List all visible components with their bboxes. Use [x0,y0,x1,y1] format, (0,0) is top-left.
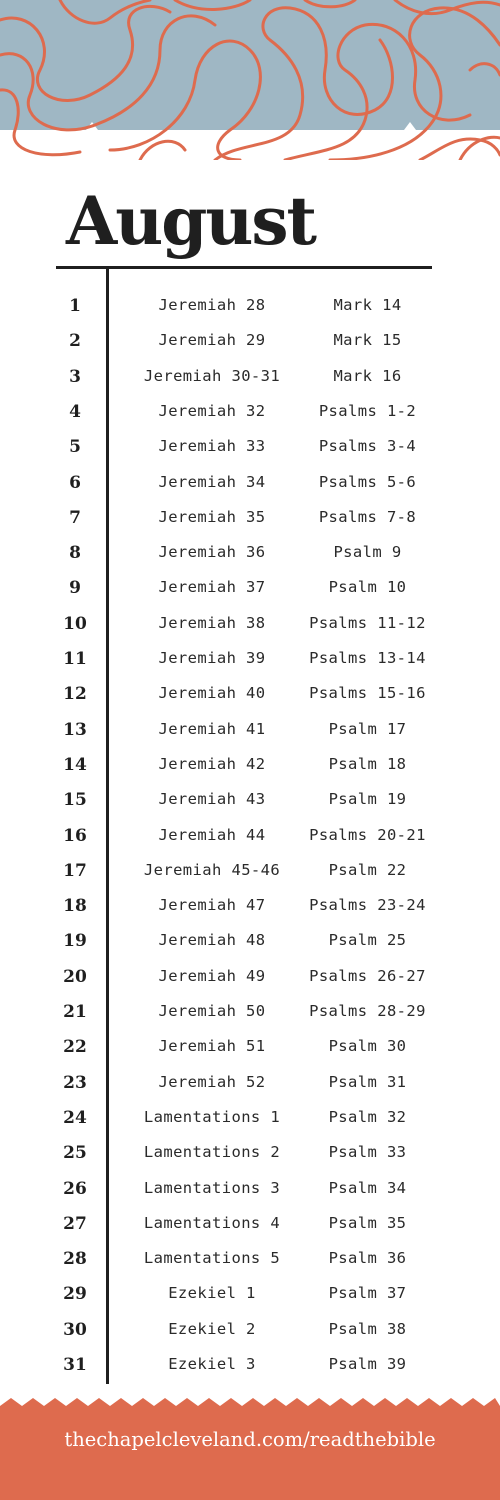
day-number: 26 [63,1178,87,1199]
reading-old-testament: Ezekiel 3 [168,1355,256,1373]
reading-new-testament: Psalm 30 [328,1037,407,1056]
list-item [0,747,500,782]
list-item [0,288,500,323]
day-number: 21 [63,1002,87,1022]
list-item [0,1206,500,1241]
reading-old-testament: Jeremiah 44 [158,825,266,844]
day-number: 23 [63,1072,87,1093]
list-item [0,641,500,676]
day-number: 13 [63,719,87,740]
reading-new-testament: Psalm 35 [328,1213,407,1232]
day-number: 24 [63,1107,87,1128]
reading-new-testament: Psalm 39 [328,1355,407,1373]
reading-old-testament: Jeremiah 52 [158,1072,266,1091]
day-number: 9 [69,578,81,599]
reading-old-testament: Jeremiah 49 [158,966,266,985]
reading-old-testament: Jeremiah 38 [158,613,266,632]
reading-new-testament: Psalm 25 [328,931,407,950]
reading-new-testament: Psalms 20-21 [309,825,426,844]
list-item [0,1171,500,1206]
list-item [0,712,500,747]
day-number: 18 [63,896,87,917]
reading-new-testament: Psalm 32 [328,1107,407,1126]
day-number: 25 [63,1143,87,1164]
reading-old-testament: Lamentations 2 [143,1143,281,1162]
reading-new-testament: Psalm 31 [328,1072,407,1091]
reading-old-testament: Jeremiah 39 [158,649,266,667]
list-item [0,323,500,358]
day-number: 5 [69,437,81,458]
day-number: 29 [63,1284,87,1305]
reading-new-testament: Psalms 1-2 [318,401,417,420]
footer-url-link[interactable]: thechapelcleveland.com/readthebible [64,1428,436,1451]
list-item [0,1312,500,1347]
day-number: 10 [63,613,87,634]
topographic-banner [0,0,500,160]
reading-new-testament: Psalms 3-4 [318,437,417,456]
reading-old-testament: Jeremiah 42 [158,754,266,773]
reading-new-testament: Psalm 22 [328,860,407,879]
reading-new-testament: Psalm 36 [328,1249,407,1268]
reading-old-testament: Ezekiel 1 [168,1284,256,1303]
list-item [0,1100,500,1135]
horizontal-rule [56,266,432,269]
day-number: 8 [69,543,81,564]
list-item [0,923,500,958]
reading-old-testament: Lamentations 1 [143,1107,281,1126]
reading-old-testament: Jeremiah 28 [158,296,266,314]
reading-new-testament: Psalm 10 [328,578,407,597]
day-number: 16 [63,825,87,846]
reading-old-testament: Jeremiah 35 [158,507,266,526]
reading-old-testament: Jeremiah 32 [158,401,266,420]
day-number: 28 [63,1249,87,1270]
reading-old-testament: Lamentations 4 [143,1213,281,1232]
day-number: 17 [63,860,87,881]
reading-old-testament: Jeremiah 50 [158,1002,266,1020]
day-number: 19 [63,931,87,952]
day-number: 11 [63,649,87,669]
list-item [0,959,500,994]
day-number: 6 [69,472,81,493]
list-item [0,1241,500,1276]
reading-old-testament: Lamentations 5 [143,1249,281,1268]
day-number: 12 [63,684,87,705]
page-title: August [66,182,315,260]
reading-new-testament: Psalms 15-16 [309,684,426,703]
reading-new-testament: Psalms 28-29 [309,1002,426,1020]
reading-old-testament: Jeremiah 47 [158,896,266,915]
reading-old-testament: Jeremiah 29 [158,331,266,350]
reading-old-testament: Jeremiah 33 [158,437,266,456]
list-item [0,994,500,1029]
reading-new-testament: Psalms 13-14 [309,649,426,667]
list-item [0,429,500,464]
day-number: 20 [63,966,87,987]
reading-new-testament: Mark 15 [333,331,402,350]
reading-new-testament: Psalm 33 [328,1143,407,1162]
reading-old-testament: Jeremiah 30-31 [143,366,281,385]
list-item [0,465,500,500]
day-number: 27 [63,1213,87,1234]
reading-new-testament: Psalms 5-6 [318,472,417,491]
list-item [0,570,500,605]
list-item [0,818,500,853]
reading-old-testament: Jeremiah 41 [158,719,266,738]
list-item [0,782,500,817]
day-number: 4 [69,401,81,422]
reading-old-testament: Jeremiah 37 [158,578,266,597]
reading-new-testament: Psalm 17 [328,719,407,738]
reading-new-testament: Psalms 7-8 [318,507,417,526]
list-item [0,394,500,429]
reading-old-testament: Jeremiah 48 [158,931,266,950]
list-item [0,853,500,888]
list-item [0,1029,500,1064]
day-number: 7 [69,507,81,528]
list-item [0,535,500,570]
reading-new-testament: Psalm 18 [328,754,407,773]
reading-new-testament: Psalm 9 [333,543,402,562]
list-item [0,1135,500,1170]
reading-new-testament: Psalms 11-12 [309,613,426,632]
reading-old-testament: Jeremiah 36 [158,543,266,562]
list-item [0,1276,500,1311]
day-number: 15 [63,790,87,811]
reading-new-testament: Psalm 19 [328,790,407,809]
reading-old-testament: Jeremiah 40 [158,684,266,703]
list-item [0,676,500,711]
reading-old-testament: Ezekiel 2 [168,1319,256,1338]
reading-new-testament: Mark 16 [333,366,402,385]
day-number: 31 [63,1355,87,1375]
reading-new-testament: Psalms 23-24 [309,896,426,915]
reading-old-testament: Jeremiah 34 [158,472,266,491]
day-number: 22 [63,1037,87,1058]
reading-old-testament: Jeremiah 43 [158,790,266,809]
list-item [0,1347,500,1382]
reading-old-testament: Jeremiah 51 [158,1037,266,1056]
reading-new-testament: Psalms 26-27 [309,966,426,985]
reading-new-testament: Psalm 38 [328,1319,407,1338]
day-number: 2 [69,331,81,352]
reading-new-testament: Psalm 34 [328,1178,407,1197]
reading-old-testament: Lamentations 3 [143,1178,281,1197]
day-number: 14 [63,754,87,775]
day-number: 1 [69,296,81,316]
reading-new-testament: Mark 14 [333,296,402,314]
reading-new-testament: Psalm 37 [328,1284,407,1303]
list-item [0,500,500,535]
day-number: 30 [63,1319,87,1340]
list-item [0,888,500,923]
list-item [0,359,500,394]
list-item [0,606,500,641]
reading-old-testament: Jeremiah 45-46 [143,860,281,879]
day-number: 3 [69,366,81,387]
list-item [0,1065,500,1100]
